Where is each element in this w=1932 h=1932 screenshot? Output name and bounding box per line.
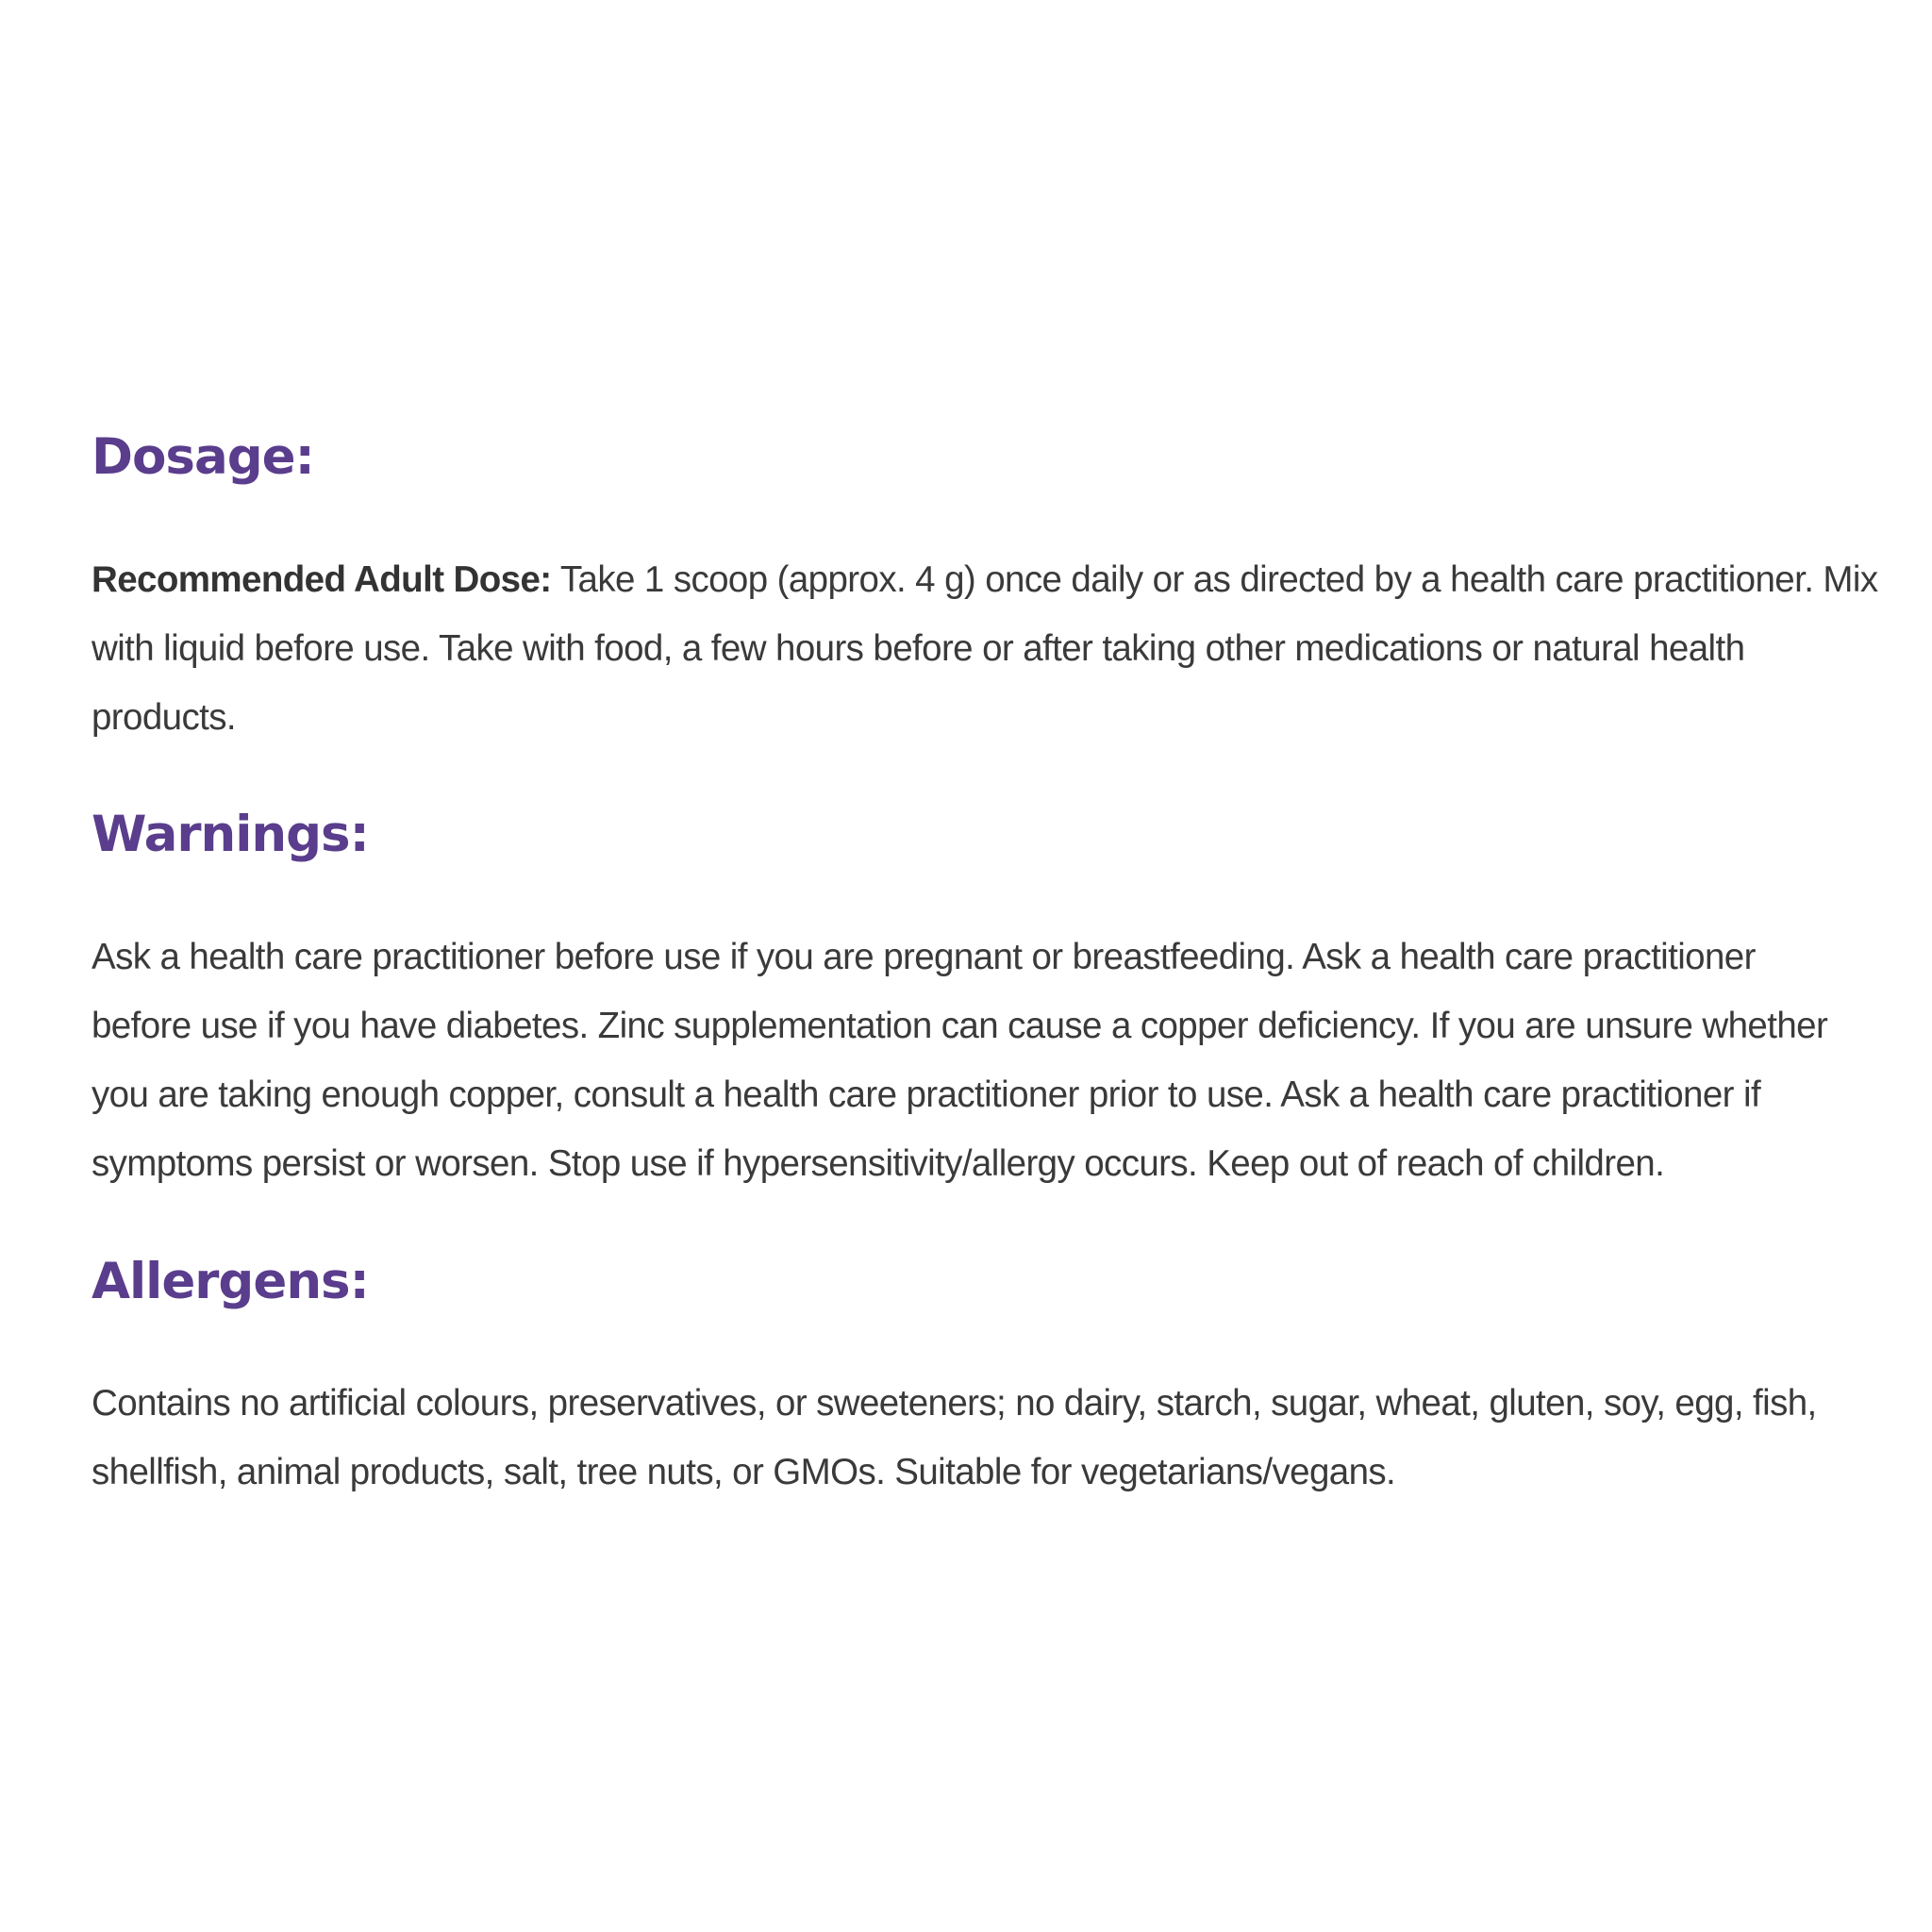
dosage-line	[92, 545, 1884, 614]
warnings-line: symptoms persist or worsen. Stop use if hypersensitivity/allergy occurs. Keep out of reach of children.	[92, 1143, 1665, 1184]
recommended-dose-label: Recommended Adult Dose:	[92, 559, 552, 600]
warnings-heading: Warnings:	[92, 806, 369, 863]
warnings-line: Ask a health care practitioner before use if you are pregnant or breastfeeding. Ask a health care practitioner	[92, 937, 1756, 977]
dosage-text	[92, 545, 1884, 752]
dosage-line: with liquid before use. Take with food, a few hours before or after taking other medications or natural health	[92, 628, 1745, 669]
dosage-line-text: Take 1 scoop (approx. 4 g) once daily or as directed by a health care practitioner. Mix	[551, 559, 1878, 600]
warnings-line: before use if you have diabetes. Zinc supplementation can cause a copper deficiency. If you are unsure whether	[92, 1006, 1828, 1046]
allergens-line: shellfish, animal products, salt, tree nuts, or GMOs. Suitable for vegetarians/vegans.	[92, 1452, 1396, 1492]
warnings-line: you are taking enough copper, consult a health care practitioner prior to use. Ask a health care practitioner if	[92, 1074, 1761, 1115]
allergens-line: Contains no artificial colours, preservatives, or sweeteners; no dairy, starch, sugar, wheat, gluten, soy, egg, fish,	[92, 1383, 1817, 1424]
dosage-line: products.	[92, 697, 236, 738]
allergens-text	[92, 1369, 1884, 1507]
allergens-heading: Allergens:	[92, 1253, 369, 1310]
warnings-text	[92, 923, 1884, 1198]
dosage-heading: Dosage:	[92, 428, 314, 486]
